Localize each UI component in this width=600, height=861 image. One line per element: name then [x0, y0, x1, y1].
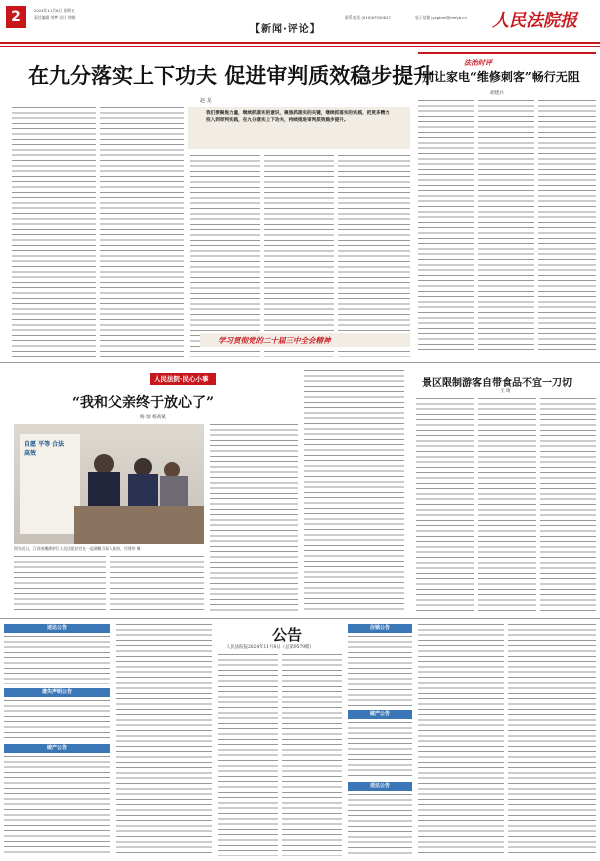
notice-body-3: [4, 756, 110, 856]
notice-body-2: [4, 700, 110, 740]
feature-headline: “我和父亲终于放心了”: [72, 395, 215, 411]
short-commentary-byline: 王 琦: [500, 389, 511, 394]
commentary-tag: 法治时评: [464, 58, 492, 67]
notice-title-4: 注销公告: [348, 624, 412, 633]
notice-body-4: [348, 636, 412, 706]
lead-summary: 我们要聚焦力量，继续抓落实的意识，聚焦抓落实的关键，继续抓落实的实践，把更多精力投入到审判实践，在九分落实上下功夫，持续推进审判质效稳步提升。: [206, 111, 390, 123]
commentary-headline: 别让家电“维修刺客”畅行无阻: [422, 70, 580, 84]
notice-column-7: [508, 624, 596, 856]
lead-column-2: [100, 107, 184, 357]
page-number: 2: [6, 6, 26, 28]
commentary-column-2: [478, 100, 534, 354]
editor-line: 责任编辑 刘梦 设计 徐维: [34, 15, 76, 20]
notice-column-4: [282, 654, 342, 856]
theme-banner-text: 学习贯彻党的二十届三中全会精神: [218, 336, 331, 345]
notice-body-5: [348, 722, 412, 778]
notice-column-6: [418, 624, 504, 856]
notice-title-3: 破产公告: [4, 744, 110, 753]
feature-column-2: [110, 556, 204, 614]
lead-headline: 在九分落实上下功夫 促进审判质效稳步提升: [28, 63, 435, 88]
commentary-box: [418, 52, 596, 84]
feature-tag: 人民法院·民心小事: [154, 375, 209, 383]
notices-divider: [0, 618, 600, 619]
notices-subtitle: 人民法院报2024年11月8日（总第9579期）: [226, 645, 314, 650]
theme-banner: [200, 333, 410, 347]
lead-column-3: [190, 155, 260, 357]
lead-headline-box: [0, 52, 435, 88]
notices-title: 公告: [272, 626, 303, 644]
commentary-column-3: [538, 100, 596, 354]
photo-caption: 图为近日，江西省鹰潭余江人民法院法官在一起调解当事人纠纷，付建华 摄: [14, 546, 141, 551]
feature-byline: 杨 灿 杨高斌: [140, 415, 166, 420]
short-commentary-headline: 景区限制游客自带食品不宜一刀切: [422, 378, 572, 389]
notice-title-5: 破产公告: [348, 710, 412, 719]
feature-column-3: [210, 424, 298, 614]
feature-column-1: [14, 556, 106, 614]
lead-byline: 赵 龙: [200, 98, 212, 104]
masthead: 人民法院报: [492, 11, 577, 31]
lead-column-5: [338, 155, 410, 357]
hotline: 联系电话 (010)67550627: [345, 15, 391, 20]
short-commentary-column-3: [540, 398, 596, 614]
header-divider: [0, 46, 600, 47]
section-divider: [0, 362, 600, 363]
commentary-byline: 胡建兵: [490, 91, 504, 96]
date-line: 2024年11月8日 星期五: [34, 8, 75, 13]
section-label: 【新闻·评论】: [250, 24, 321, 35]
commentary-column-1: [418, 100, 474, 354]
feature-tag-box: [150, 370, 270, 386]
lead-column-4: [264, 155, 334, 357]
lead-summary-box: [188, 107, 410, 149]
notice-title-2: 遗失声明公告: [4, 688, 110, 697]
short-commentary-column-1: [416, 398, 474, 614]
feature-column-4: [304, 370, 404, 614]
notice-body-1: [4, 636, 110, 684]
lead-column-1: [12, 107, 96, 357]
short-commentary-column-2: [478, 398, 536, 614]
notice-column-3: [218, 654, 278, 856]
notice-column-2: [116, 624, 212, 856]
email: 电子信箱 jyzghml@rmfyb.cn: [415, 15, 467, 20]
notice-title-1: 送达公告: [4, 624, 110, 633]
notice-title-6: 送达公告: [348, 782, 412, 791]
notice-body-6: [348, 794, 412, 856]
feature-photo: [14, 424, 204, 544]
photo-sign-text: 自愿 平等 合法 高效: [24, 441, 65, 457]
